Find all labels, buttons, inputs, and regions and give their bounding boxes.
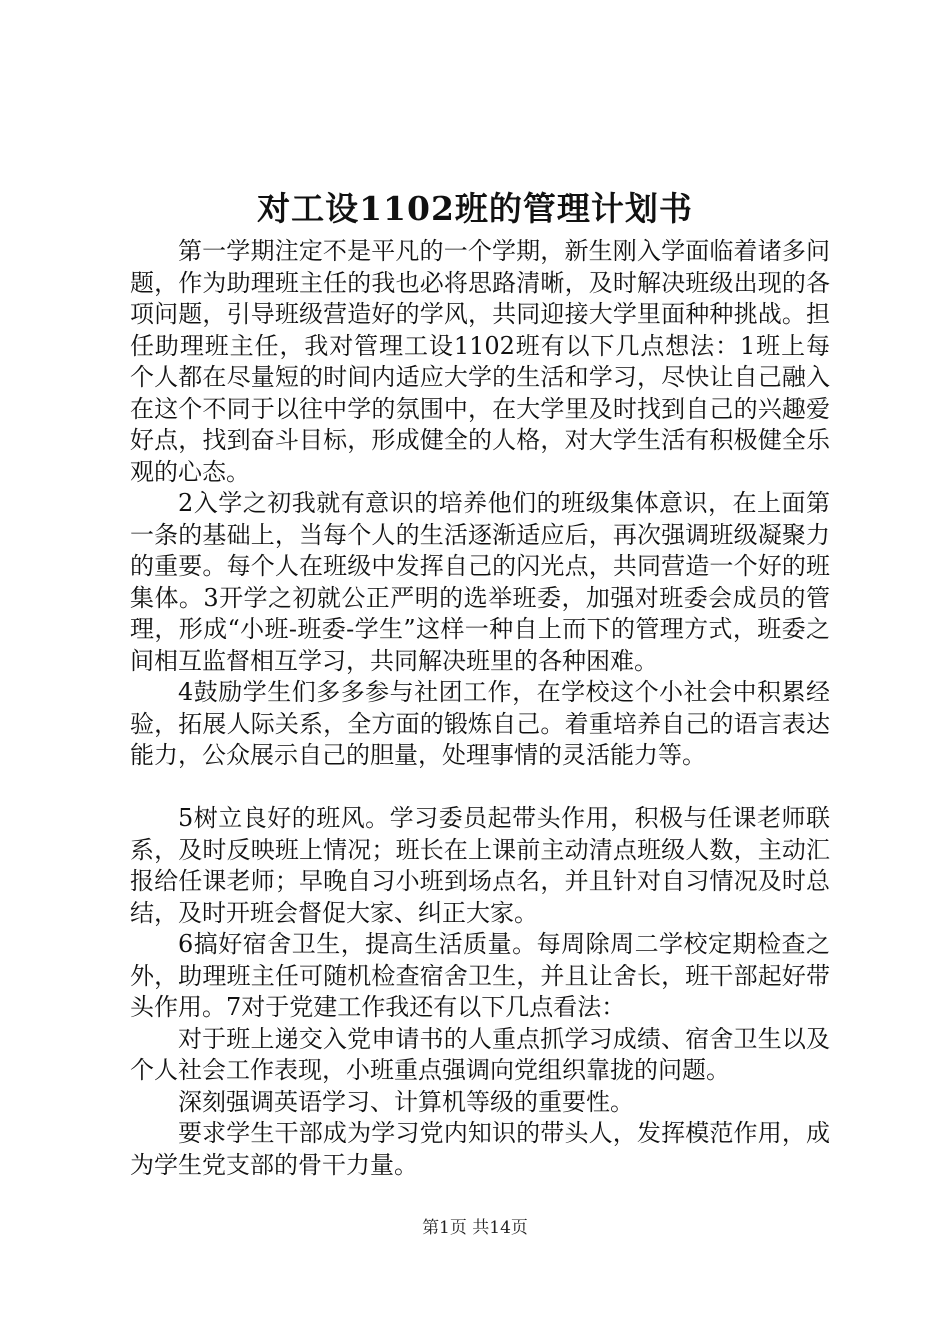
document-body bbox=[130, 236, 830, 1181]
paragraph-6: 对于班上递交入党申请书的人重点抓学习成绩、宿舍卫生以及个人社会工作表现，小班重点强调向党组织靠拢的问题。 bbox=[130, 1024, 830, 1084]
paragraph-7: 深刻强调英语学习、计算机等级的重要性。 bbox=[178, 1087, 634, 1116]
document-title: 对工设1102班的管理计划书 bbox=[257, 189, 693, 228]
paragraph-2: 2入学之初我就有意识的培养他们的班级集体意识，在上面第一条的基础上，当每个人的生活逐渐适应后，再次强调班级凝聚力的重要。每个人在班级中发挥自己的闪光点，共同营造一个好的班集体。3开学之初就公正严明的选举班委，加强对班委会成员的管理，形成“小班-班委-学生”这样一种自上而下的管理方式，班委之间相互监督相互学习，共同解决班里的各种困难。 bbox=[130, 489, 830, 675]
paragraph-4: 5树立良好的班风。学习委员起带头作用，积极与任课老师联系，及时反映班上情况；班长在上课前主动清点班级人数，主动汇报给任课老师；早晚自习小班到场点名，并且针对自习情况及时总结，及时开班会督促大家、纠正大家。 bbox=[130, 804, 830, 927]
paragraph-1: 第一学期注定不是平凡的一个学期，新生刚入学面临着诸多问题，作为助理班主任的我也必将思路清晰，及时解决班级出现的各项问题，引导班级营造好的学风，共同迎接大学里面种种挑战。担任助理班主任，我对管理工设1102班有以下几点想法：1班上每个人都在尽量短的时间内适应大学的生活和学习，尽快让自己融入在这个不同于以往中学的氛围中，在大学里及时找到自己的兴趣爱好点，找到奋斗目标，形成健全的人格，对大学生活有积极健全乐观的心态。 bbox=[130, 237, 830, 486]
paragraph-8: 要求学生干部成为学习党内知识的带头人，发挥模范作用，成为学生党支部的骨干力量。 bbox=[130, 1119, 830, 1179]
paragraph-5: 6搞好宿舍卫生，提高生活质量。每周除周二学校定期检查之外，助理班主任可随机检查宿舍卫生，并且让舍长，班干部起好带头作用。7对于党建工作我还有以下几点看法： bbox=[130, 930, 830, 1021]
page-number-footer: 第1页 共14页 bbox=[422, 1218, 528, 1238]
paragraph-spacer bbox=[130, 772, 830, 804]
paragraph-3: 4鼓励学生们多多参与社团工作，在学校这个小社会中积累经验，拓展人际关系，全方面的锻炼自己。着重培养自己的语言表达能力，公众展示自己的胆量，处理事情的灵活能力等。 bbox=[130, 678, 830, 769]
